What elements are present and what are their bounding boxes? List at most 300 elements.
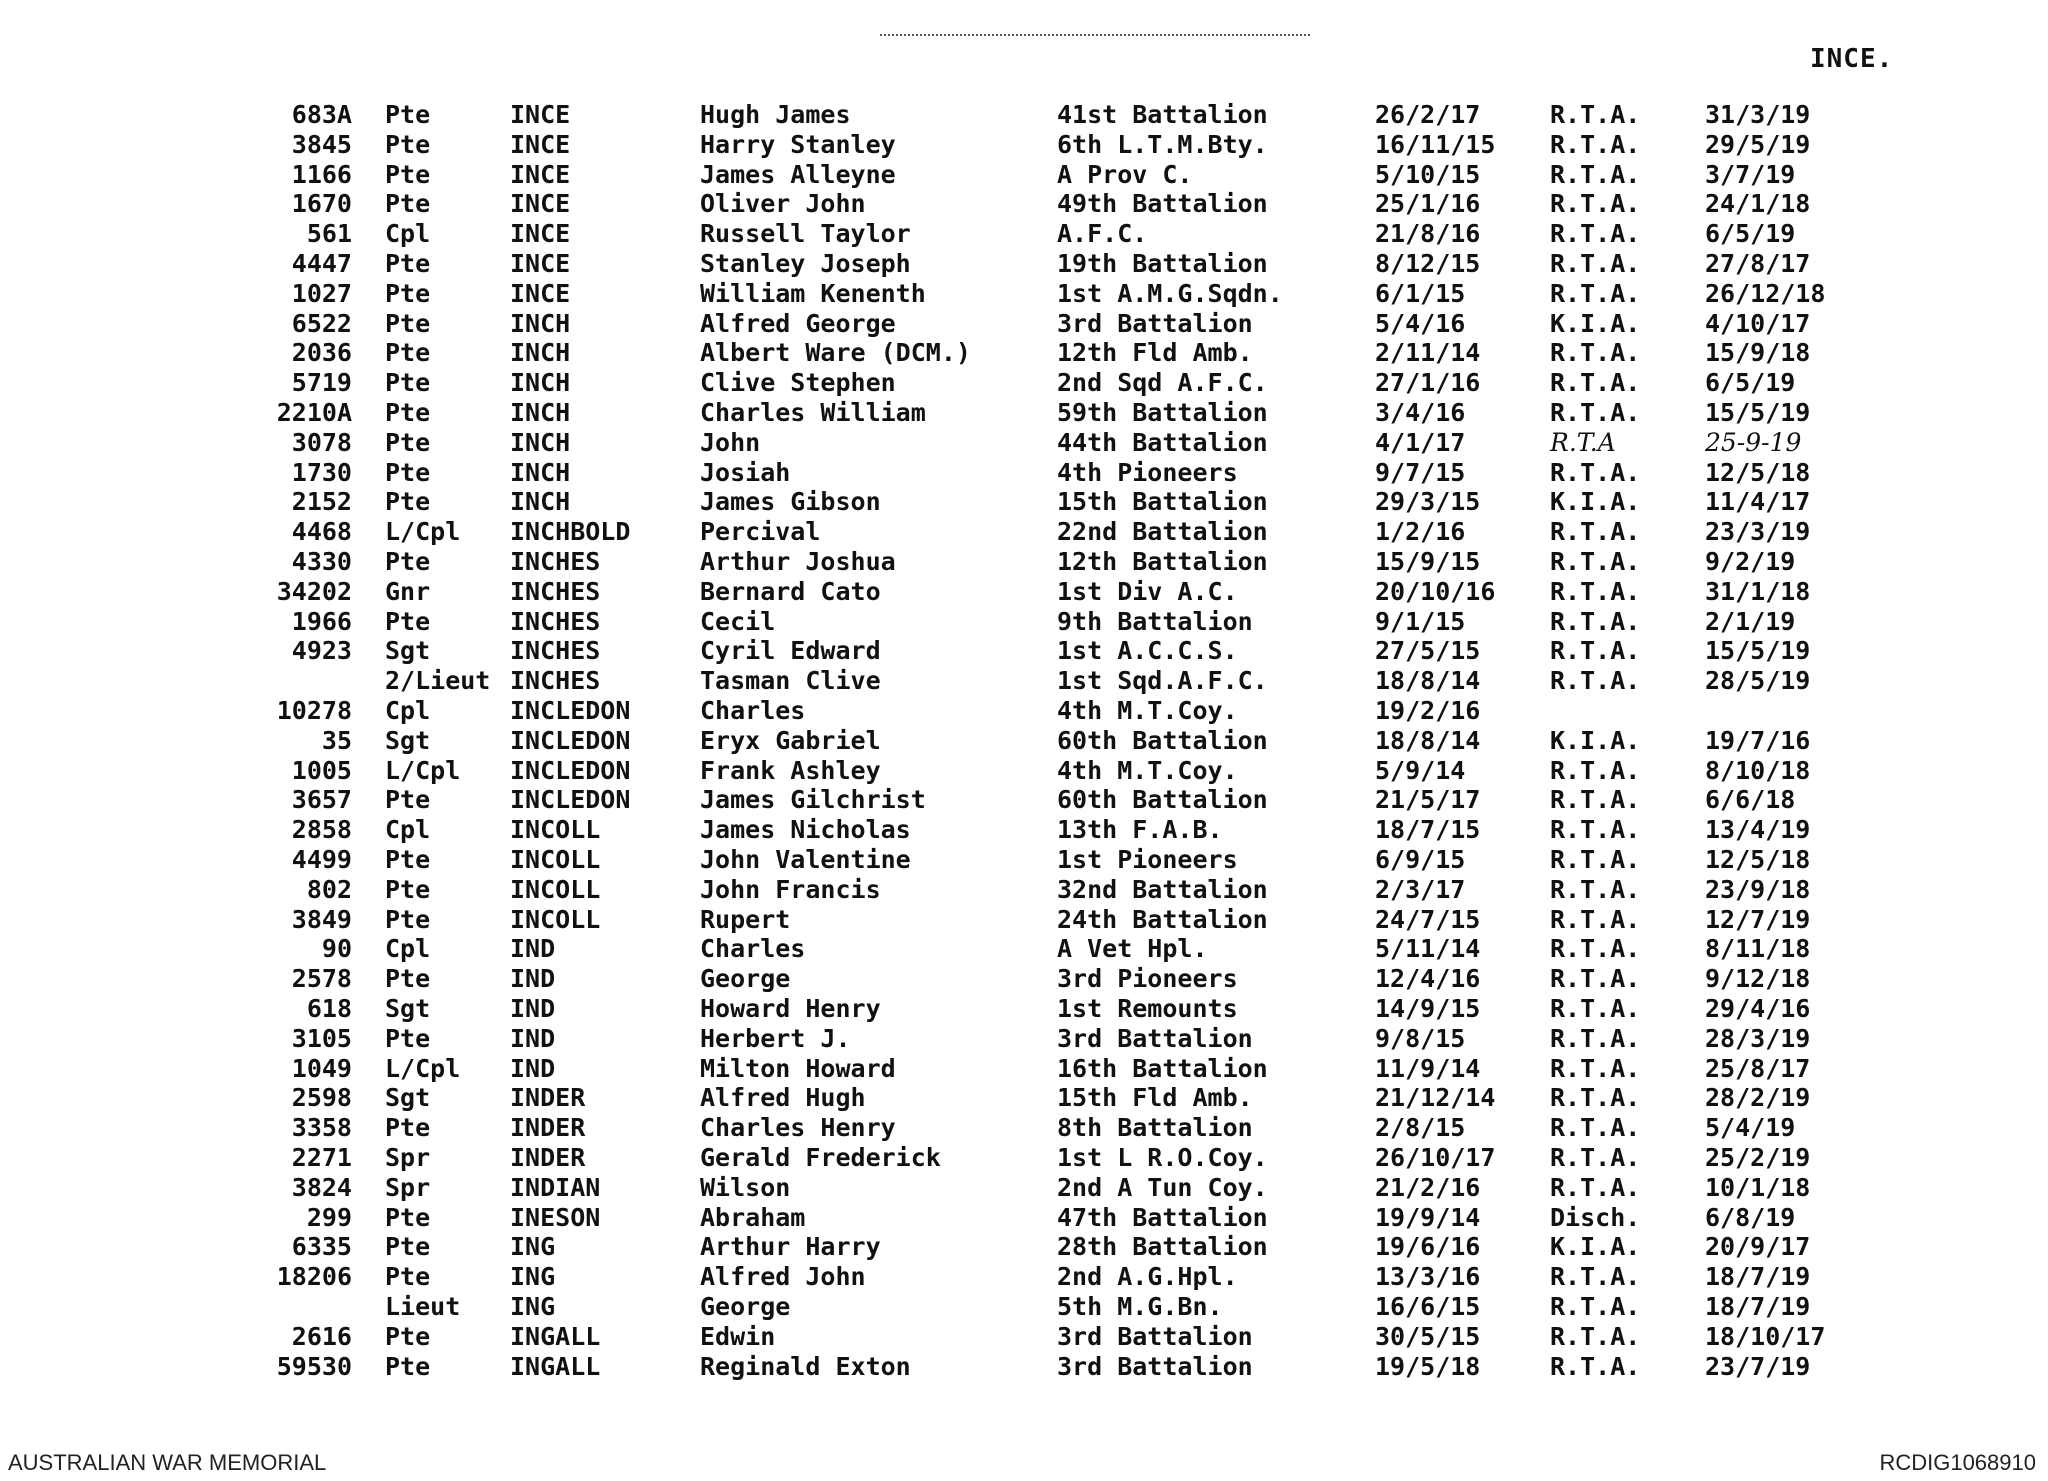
cell-given-names: Cyril Edward: [700, 636, 881, 666]
cell-given-names: James Nicholas: [700, 815, 911, 845]
table-row: [0, 726, 2048, 756]
cell-fate-date: 8/11/18: [1705, 934, 1811, 964]
cell-service-number: 3824: [291, 1172, 352, 1202]
cell-surname: INCHES: [510, 547, 601, 576]
cell-surname: INCHBOLD: [510, 517, 631, 547]
cell-fate: R.T.A.: [1550, 547, 1641, 576]
cell-enlistment-date: 27/1/16: [1375, 368, 1481, 398]
cell-surname: INGALL: [510, 1351, 601, 1381]
cell-unit: 49th Battalion: [1057, 189, 1268, 219]
cell-given-names: Howard Henry: [700, 994, 881, 1023]
cell-enlistment-date: 27/5/15: [1375, 636, 1481, 666]
cell-surname: INCE: [510, 249, 571, 278]
cell-given-names: Reginald Exton: [700, 1351, 911, 1381]
cell-surname: INDER: [510, 1113, 586, 1143]
cell-service-number: 1730: [291, 457, 352, 487]
cell-service-number: 6522: [291, 308, 352, 338]
cell-enlistment-date: 12/4/16: [1375, 964, 1481, 994]
table-row: [0, 1292, 2048, 1322]
cell-enlistment-date: 9/7/15: [1375, 457, 1466, 487]
cell-surname: INCH: [510, 457, 571, 487]
cell-fate-date: 12/7/19: [1705, 904, 1811, 934]
cell-fate-date: 12/5/18: [1705, 845, 1811, 874]
cell-surname: INDIAN: [510, 1172, 601, 1202]
cell-unit: 41st Battalion: [1057, 100, 1268, 129]
table-row: [0, 756, 2048, 786]
table-row: [0, 1054, 2048, 1084]
cell-given-names: James Gibson: [700, 487, 881, 517]
cell-surname: INCLEDON: [510, 755, 631, 785]
cell-rank: Cpl: [385, 815, 431, 845]
cell-given-names: Alfred George: [700, 308, 896, 338]
table-row: [0, 607, 2048, 637]
table-row: [0, 398, 2048, 428]
cell-enlistment-date: 13/3/16: [1375, 1262, 1481, 1292]
cell-enlistment-date: 21/12/14: [1375, 1083, 1496, 1113]
cell-enlistment-date: 16/11/15: [1375, 129, 1496, 159]
table-row: [0, 309, 2048, 339]
cell-rank: Gnr: [385, 576, 431, 606]
table-row: [0, 696, 2048, 726]
cell-fate: R.T.A.: [1550, 755, 1641, 785]
cell-surname: INCE: [510, 219, 571, 249]
cell-service-number: 561: [306, 219, 352, 249]
cell-enlistment-date: 15/9/15: [1375, 547, 1481, 576]
cell-fate: R.T.A.: [1550, 785, 1641, 815]
cell-given-names: Alfred Hugh: [700, 1083, 866, 1113]
cell-fate: R.T.A.: [1550, 249, 1641, 278]
cell-rank: Pte: [385, 1351, 431, 1381]
table-row: [0, 815, 2048, 845]
cell-given-names: Charles: [700, 696, 806, 725]
cell-fate: R.T.A.: [1550, 1321, 1641, 1351]
cell-surname: INCE: [510, 100, 571, 129]
cell-service-number: 683A: [291, 100, 352, 129]
cell-unit: 60th Battalion: [1057, 725, 1268, 755]
table-row: [0, 1352, 2048, 1382]
cell-given-names: George: [700, 964, 791, 994]
cell-fate-date: 11/4/17: [1705, 487, 1811, 517]
cell-fate-date: 31/1/18: [1705, 576, 1811, 606]
cell-fate: R.T.A.: [1550, 1113, 1641, 1143]
cell-given-names: Edwin: [700, 1321, 776, 1351]
cell-rank: Pte: [385, 1321, 431, 1351]
table-row: [0, 845, 2048, 875]
cell-fate-date: 29/4/16: [1705, 994, 1811, 1023]
cell-service-number: 2271: [291, 1143, 352, 1172]
cell-unit: 13th F.A.B.: [1057, 815, 1223, 845]
cell-given-names: Alfred John: [700, 1262, 866, 1292]
cell-rank: Cpl: [385, 696, 431, 725]
cell-surname: INDER: [510, 1143, 586, 1172]
cell-enlistment-date: 5/4/16: [1375, 308, 1466, 338]
cell-surname: IND: [510, 1023, 556, 1053]
table-row: [0, 100, 2048, 130]
cell-rank: 2/Lieut: [385, 666, 491, 696]
cell-surname: INCLEDON: [510, 696, 631, 725]
cell-unit: 4th Pioneers: [1057, 457, 1238, 487]
table-row: [0, 1083, 2048, 1113]
cell-enlistment-date: 4/1/17: [1375, 427, 1466, 457]
cell-unit: 1st A.M.G.Sqdn.: [1057, 278, 1283, 308]
cell-unit: 8th Battalion: [1057, 1113, 1253, 1143]
cell-given-names: Charles Henry: [700, 1113, 896, 1143]
cell-surname: INCH: [510, 308, 571, 338]
cell-fate: R.T.A.: [1550, 1351, 1641, 1381]
table-row: [0, 785, 2048, 815]
cell-surname: INDER: [510, 1083, 586, 1113]
cell-fate-date: 15/5/19: [1705, 636, 1811, 666]
cell-unit: 60th Battalion: [1057, 785, 1268, 815]
cell-unit: 1st A.C.C.S.: [1057, 636, 1238, 666]
table-row: [0, 458, 2048, 488]
cell-service-number: 4923: [291, 636, 352, 666]
cell-service-number: 1966: [291, 606, 352, 636]
cell-rank: L/Cpl: [385, 517, 461, 547]
table-row: [0, 1113, 2048, 1143]
cell-unit: 4th M.T.Coy.: [1057, 696, 1238, 725]
table-row: [0, 160, 2048, 190]
cell-surname: INCH: [510, 368, 571, 398]
cell-surname: INGALL: [510, 1321, 601, 1351]
cell-fate: R.T.A.: [1550, 159, 1641, 189]
cell-unit: 2nd Sqd A.F.C.: [1057, 368, 1268, 398]
cell-unit: 3rd Battalion: [1057, 1321, 1253, 1351]
cell-rank: Pte: [385, 308, 431, 338]
cell-enlistment-date: 11/9/14: [1375, 1053, 1481, 1083]
table-row: [0, 1143, 2048, 1173]
cell-fate: K.I.A.: [1550, 1232, 1641, 1262]
cell-unit: 1st L R.O.Coy.: [1057, 1143, 1268, 1172]
table-row: [0, 130, 2048, 160]
cell-surname: ING: [510, 1292, 556, 1321]
cell-fate-date: 27/8/17: [1705, 249, 1811, 278]
cell-fate-date: 23/9/18: [1705, 874, 1811, 904]
cell-service-number: 1005: [291, 755, 352, 785]
cell-enlistment-date: 2/3/17: [1375, 874, 1466, 904]
cell-fate-date: 2/1/19: [1705, 606, 1796, 636]
cell-fate: R.T.A.: [1550, 189, 1641, 219]
cell-service-number: 10278: [276, 696, 352, 725]
cell-rank: Lieut: [385, 1292, 461, 1321]
table-row: [0, 219, 2048, 249]
cell-enlistment-date: 24/7/15: [1375, 904, 1481, 934]
cell-fate: R.T.A.: [1550, 368, 1641, 398]
footer-reference: RCDIG1068910: [1879, 1450, 2036, 1475]
cell-fate: R.T.A.: [1550, 636, 1641, 666]
cell-fate-date: 6/8/19: [1705, 1202, 1796, 1232]
cell-service-number: 5719: [291, 368, 352, 398]
cell-given-names: Arthur Joshua: [700, 547, 896, 576]
cell-rank: Pte: [385, 1113, 431, 1143]
cell-service-number: 3078: [291, 427, 352, 457]
table-row: [0, 1203, 2048, 1233]
cell-enlistment-date: 26/10/17: [1375, 1143, 1496, 1172]
cell-enlistment-date: 18/7/15: [1375, 815, 1481, 845]
cell-enlistment-date: 8/12/15: [1375, 249, 1481, 278]
cell-fate-date: 18/7/19: [1705, 1292, 1811, 1321]
cell-fate-date: 3/7/19: [1705, 159, 1796, 189]
cell-service-number: 2152: [291, 487, 352, 517]
cell-enlistment-date: 1/2/16: [1375, 517, 1466, 547]
cell-rank: Pte: [385, 100, 431, 129]
cell-rank: Spr: [385, 1172, 431, 1202]
table-row: [0, 636, 2048, 666]
cell-rank: Pte: [385, 129, 431, 159]
cell-rank: Pte: [385, 1232, 431, 1262]
cell-enlistment-date: 5/9/14: [1375, 755, 1466, 785]
cell-service-number: 2858: [291, 815, 352, 845]
cell-given-names: John Valentine: [700, 845, 911, 874]
cell-unit: 5th M.G.Bn.: [1057, 1292, 1223, 1321]
cell-fate-date: 29/5/19: [1705, 129, 1811, 159]
cell-rank: Pte: [385, 189, 431, 219]
cell-given-names: Wilson: [700, 1172, 791, 1202]
cell-surname: ING: [510, 1232, 556, 1262]
cell-service-number: 4330: [291, 547, 352, 576]
cell-enlistment-date: 6/9/15: [1375, 845, 1466, 874]
cell-given-names: Tasman Clive: [700, 666, 881, 696]
cell-rank: Pte: [385, 1262, 431, 1292]
cell-given-names: John: [700, 427, 761, 457]
cell-service-number: 3845: [291, 129, 352, 159]
cell-given-names: Frank Ashley: [700, 755, 881, 785]
cell-unit: 12th Battalion: [1057, 547, 1268, 576]
cell-fate-date: 23/7/19: [1705, 1351, 1811, 1381]
cell-fate-date: 10/1/18: [1705, 1172, 1811, 1202]
cell-unit: 6th L.T.M.Bty.: [1057, 129, 1268, 159]
cell-unit: 44th Battalion: [1057, 427, 1268, 457]
cell-enlistment-date: 19/2/16: [1375, 696, 1481, 725]
cell-fate: R.T.A.: [1550, 1143, 1641, 1172]
cell-service-number: 2598: [291, 1083, 352, 1113]
cell-unit: 3rd Battalion: [1057, 308, 1253, 338]
cell-service-number: 3358: [291, 1113, 352, 1143]
cell-enlistment-date: 5/11/14: [1375, 934, 1481, 964]
cell-fate-date: 25/8/17: [1705, 1053, 1811, 1083]
table-row: [0, 964, 2048, 994]
cell-fate: R.T.A.: [1550, 219, 1641, 249]
cell-service-number: 59530: [276, 1351, 352, 1381]
cell-fate-date: 6/5/19: [1705, 219, 1796, 249]
cell-surname: INESON: [510, 1202, 601, 1232]
cell-given-names: Albert Ware (DCM.): [700, 338, 971, 368]
cell-rank: Pte: [385, 845, 431, 874]
table-row: [0, 1322, 2048, 1352]
cell-service-number: 4468: [291, 517, 352, 547]
cell-fate: R.T.A.: [1550, 1083, 1641, 1113]
cell-fate-date: 28/5/19: [1705, 666, 1811, 696]
cell-fate: R.T.A.: [1550, 278, 1641, 308]
cell-rank: Sgt: [385, 636, 431, 666]
cell-fate-date: 4/10/17: [1705, 308, 1811, 338]
table-row: [0, 1173, 2048, 1203]
cell-rank: Pte: [385, 249, 431, 278]
cell-fate: R.T.A.: [1550, 606, 1641, 636]
cell-service-number: 4499: [291, 845, 352, 874]
cell-surname: INCE: [510, 278, 571, 308]
cell-enlistment-date: 19/5/18: [1375, 1351, 1481, 1381]
cell-unit: 2nd A.G.Hpl.: [1057, 1262, 1238, 1292]
cell-fate: K.I.A.: [1550, 725, 1641, 755]
cell-given-names: James Alleyne: [700, 159, 896, 189]
table-row: [0, 934, 2048, 964]
cell-unit: 2nd A Tun Coy.: [1057, 1172, 1268, 1202]
cell-unit: 1st Sqd.A.F.C.: [1057, 666, 1268, 696]
cell-rank: Pte: [385, 874, 431, 904]
cell-given-names: Russell Taylor: [700, 219, 911, 249]
cell-rank: Sgt: [385, 1083, 431, 1113]
cell-service-number: 4447: [291, 249, 352, 278]
cell-fate: R.T.A.: [1550, 129, 1641, 159]
cell-service-number: 618: [306, 994, 352, 1023]
cell-given-names: Charles: [700, 934, 806, 964]
cell-fate: Disch.: [1550, 1202, 1641, 1232]
cell-given-names: Clive Stephen: [700, 368, 896, 398]
cell-rank: Pte: [385, 785, 431, 815]
cell-surname: INCHES: [510, 576, 601, 606]
cell-surname: INCE: [510, 129, 571, 159]
cell-fate-date: 25/2/19: [1705, 1143, 1811, 1172]
cell-given-names: Hugh James: [700, 100, 851, 129]
cell-fate-date: 9/12/18: [1705, 964, 1811, 994]
table-row: [0, 547, 2048, 577]
cell-fate-date: 19/7/16: [1705, 725, 1811, 755]
cell-fate: R.T.A.: [1550, 1023, 1641, 1053]
cell-unit: 1st Pioneers: [1057, 845, 1238, 874]
cell-rank: L/Cpl: [385, 755, 461, 785]
cell-fate: K.I.A.: [1550, 487, 1641, 517]
cell-given-names: Herbert J.: [700, 1023, 851, 1053]
cell-surname: INCHES: [510, 666, 601, 696]
cell-enlistment-date: 30/5/15: [1375, 1321, 1481, 1351]
cell-fate: R.T.A.: [1550, 904, 1641, 934]
cell-surname: INCOLL: [510, 815, 601, 845]
cell-surname: INCH: [510, 487, 571, 517]
cell-fate: R.T.A.: [1550, 100, 1641, 129]
cell-enlistment-date: 9/8/15: [1375, 1023, 1466, 1053]
table-row: [0, 428, 2048, 458]
table-row: [0, 905, 2048, 935]
cell-surname: INCOLL: [510, 874, 601, 904]
cell-surname: INCHES: [510, 606, 601, 636]
cell-rank: Pte: [385, 547, 431, 576]
table-row: [0, 338, 2048, 368]
cell-enlistment-date: 18/8/14: [1375, 666, 1481, 696]
cell-fate-date: 8/10/18: [1705, 755, 1811, 785]
cell-enlistment-date: 29/3/15: [1375, 487, 1481, 517]
cell-service-number: 1670: [291, 189, 352, 219]
cell-fate: R.T.A.: [1550, 1292, 1641, 1321]
cell-service-number: 18206: [276, 1262, 352, 1292]
cell-surname: IND: [510, 934, 556, 964]
cell-given-names: Charles William: [700, 398, 926, 427]
cell-service-number: 2036: [291, 338, 352, 368]
cell-fate-date: 18/10/17: [1705, 1321, 1826, 1351]
table-row: [0, 577, 2048, 607]
table-row: [0, 249, 2048, 279]
cell-surname: INCHES: [510, 636, 601, 666]
table-row: [0, 368, 2048, 398]
table-row: [0, 994, 2048, 1024]
cell-unit: A Prov C.: [1057, 159, 1193, 189]
cell-fate: R.T.A.: [1550, 1053, 1641, 1083]
cell-unit: 9th Battalion: [1057, 606, 1253, 636]
cell-unit: 3rd Battalion: [1057, 1351, 1253, 1381]
cell-service-number: 2578: [291, 964, 352, 994]
cell-enlistment-date: 21/5/17: [1375, 785, 1481, 815]
cell-fate: R.T.A.: [1550, 934, 1641, 964]
cell-rank: L/Cpl: [385, 1053, 461, 1083]
cell-rank: Pte: [385, 278, 431, 308]
cell-enlistment-date: 20/10/16: [1375, 576, 1496, 606]
cell-enlistment-date: 2/11/14: [1375, 338, 1481, 368]
cell-service-number: 2616: [291, 1321, 352, 1351]
cell-surname: INCE: [510, 159, 571, 189]
cell-fate-date: 25-9-19: [1705, 427, 1802, 457]
cell-unit: 3rd Battalion: [1057, 1023, 1253, 1053]
cell-unit: 15th Fld Amb.: [1057, 1083, 1253, 1113]
cell-rank: Pte: [385, 1202, 431, 1232]
cell-rank: Pte: [385, 904, 431, 934]
cell-fate: R.T.A.: [1550, 517, 1641, 547]
cell-unit: 47th Battalion: [1057, 1202, 1268, 1232]
cell-service-number: 35: [321, 725, 352, 755]
cell-surname: IND: [510, 994, 556, 1023]
cell-enlistment-date: 16/6/15: [1375, 1292, 1481, 1321]
cell-unit: 22nd Battalion: [1057, 517, 1268, 547]
cell-enlistment-date: 2/8/15: [1375, 1113, 1466, 1143]
cell-enlistment-date: 3/4/16: [1375, 398, 1466, 427]
cell-rank: Pte: [385, 457, 431, 487]
cell-unit: 28th Battalion: [1057, 1232, 1268, 1262]
cell-service-number: 3105: [291, 1023, 352, 1053]
cell-given-names: Abraham: [700, 1202, 806, 1232]
cell-fate: R.T.A.: [1550, 874, 1641, 904]
table-row: [0, 1024, 2048, 1054]
cell-unit: 1st Remounts: [1057, 994, 1238, 1023]
cell-fate: R.T.A.: [1550, 338, 1641, 368]
table-row: [0, 1232, 2048, 1262]
cell-enlistment-date: 14/9/15: [1375, 994, 1481, 1023]
cell-unit: A Vet Hpl.: [1057, 934, 1208, 964]
cell-given-names: James Gilchrist: [700, 785, 926, 815]
cell-unit: 32nd Battalion: [1057, 874, 1268, 904]
cell-surname: IND: [510, 1053, 556, 1083]
cell-rank: Spr: [385, 1143, 431, 1172]
cell-enlistment-date: 21/2/16: [1375, 1172, 1481, 1202]
cell-service-number: 1049: [291, 1053, 352, 1083]
cell-rank: Pte: [385, 159, 431, 189]
cell-unit: 3rd Pioneers: [1057, 964, 1238, 994]
table-row: [0, 666, 2048, 696]
cell-fate-date: 15/9/18: [1705, 338, 1811, 368]
cell-fate: R.T.A.: [1550, 398, 1641, 427]
cell-surname: INCOLL: [510, 845, 601, 874]
cell-enlistment-date: 26/2/17: [1375, 100, 1481, 129]
cell-service-number: 802: [306, 874, 352, 904]
cell-fate-date: 6/6/18: [1705, 785, 1796, 815]
cell-fate-date: 6/5/19: [1705, 368, 1796, 398]
cell-given-names: Gerald Frederick: [700, 1143, 941, 1172]
surname-index-tag: INCE.: [1810, 44, 1894, 74]
cell-fate-date: 26/12/18: [1705, 278, 1826, 308]
scan-artifact-line: [880, 34, 1310, 38]
cell-fate: R.T.A: [1550, 427, 1616, 457]
cell-fate: R.T.A.: [1550, 964, 1641, 994]
cell-given-names: Percival: [700, 517, 821, 547]
cell-fate-date: 5/4/19: [1705, 1113, 1796, 1143]
